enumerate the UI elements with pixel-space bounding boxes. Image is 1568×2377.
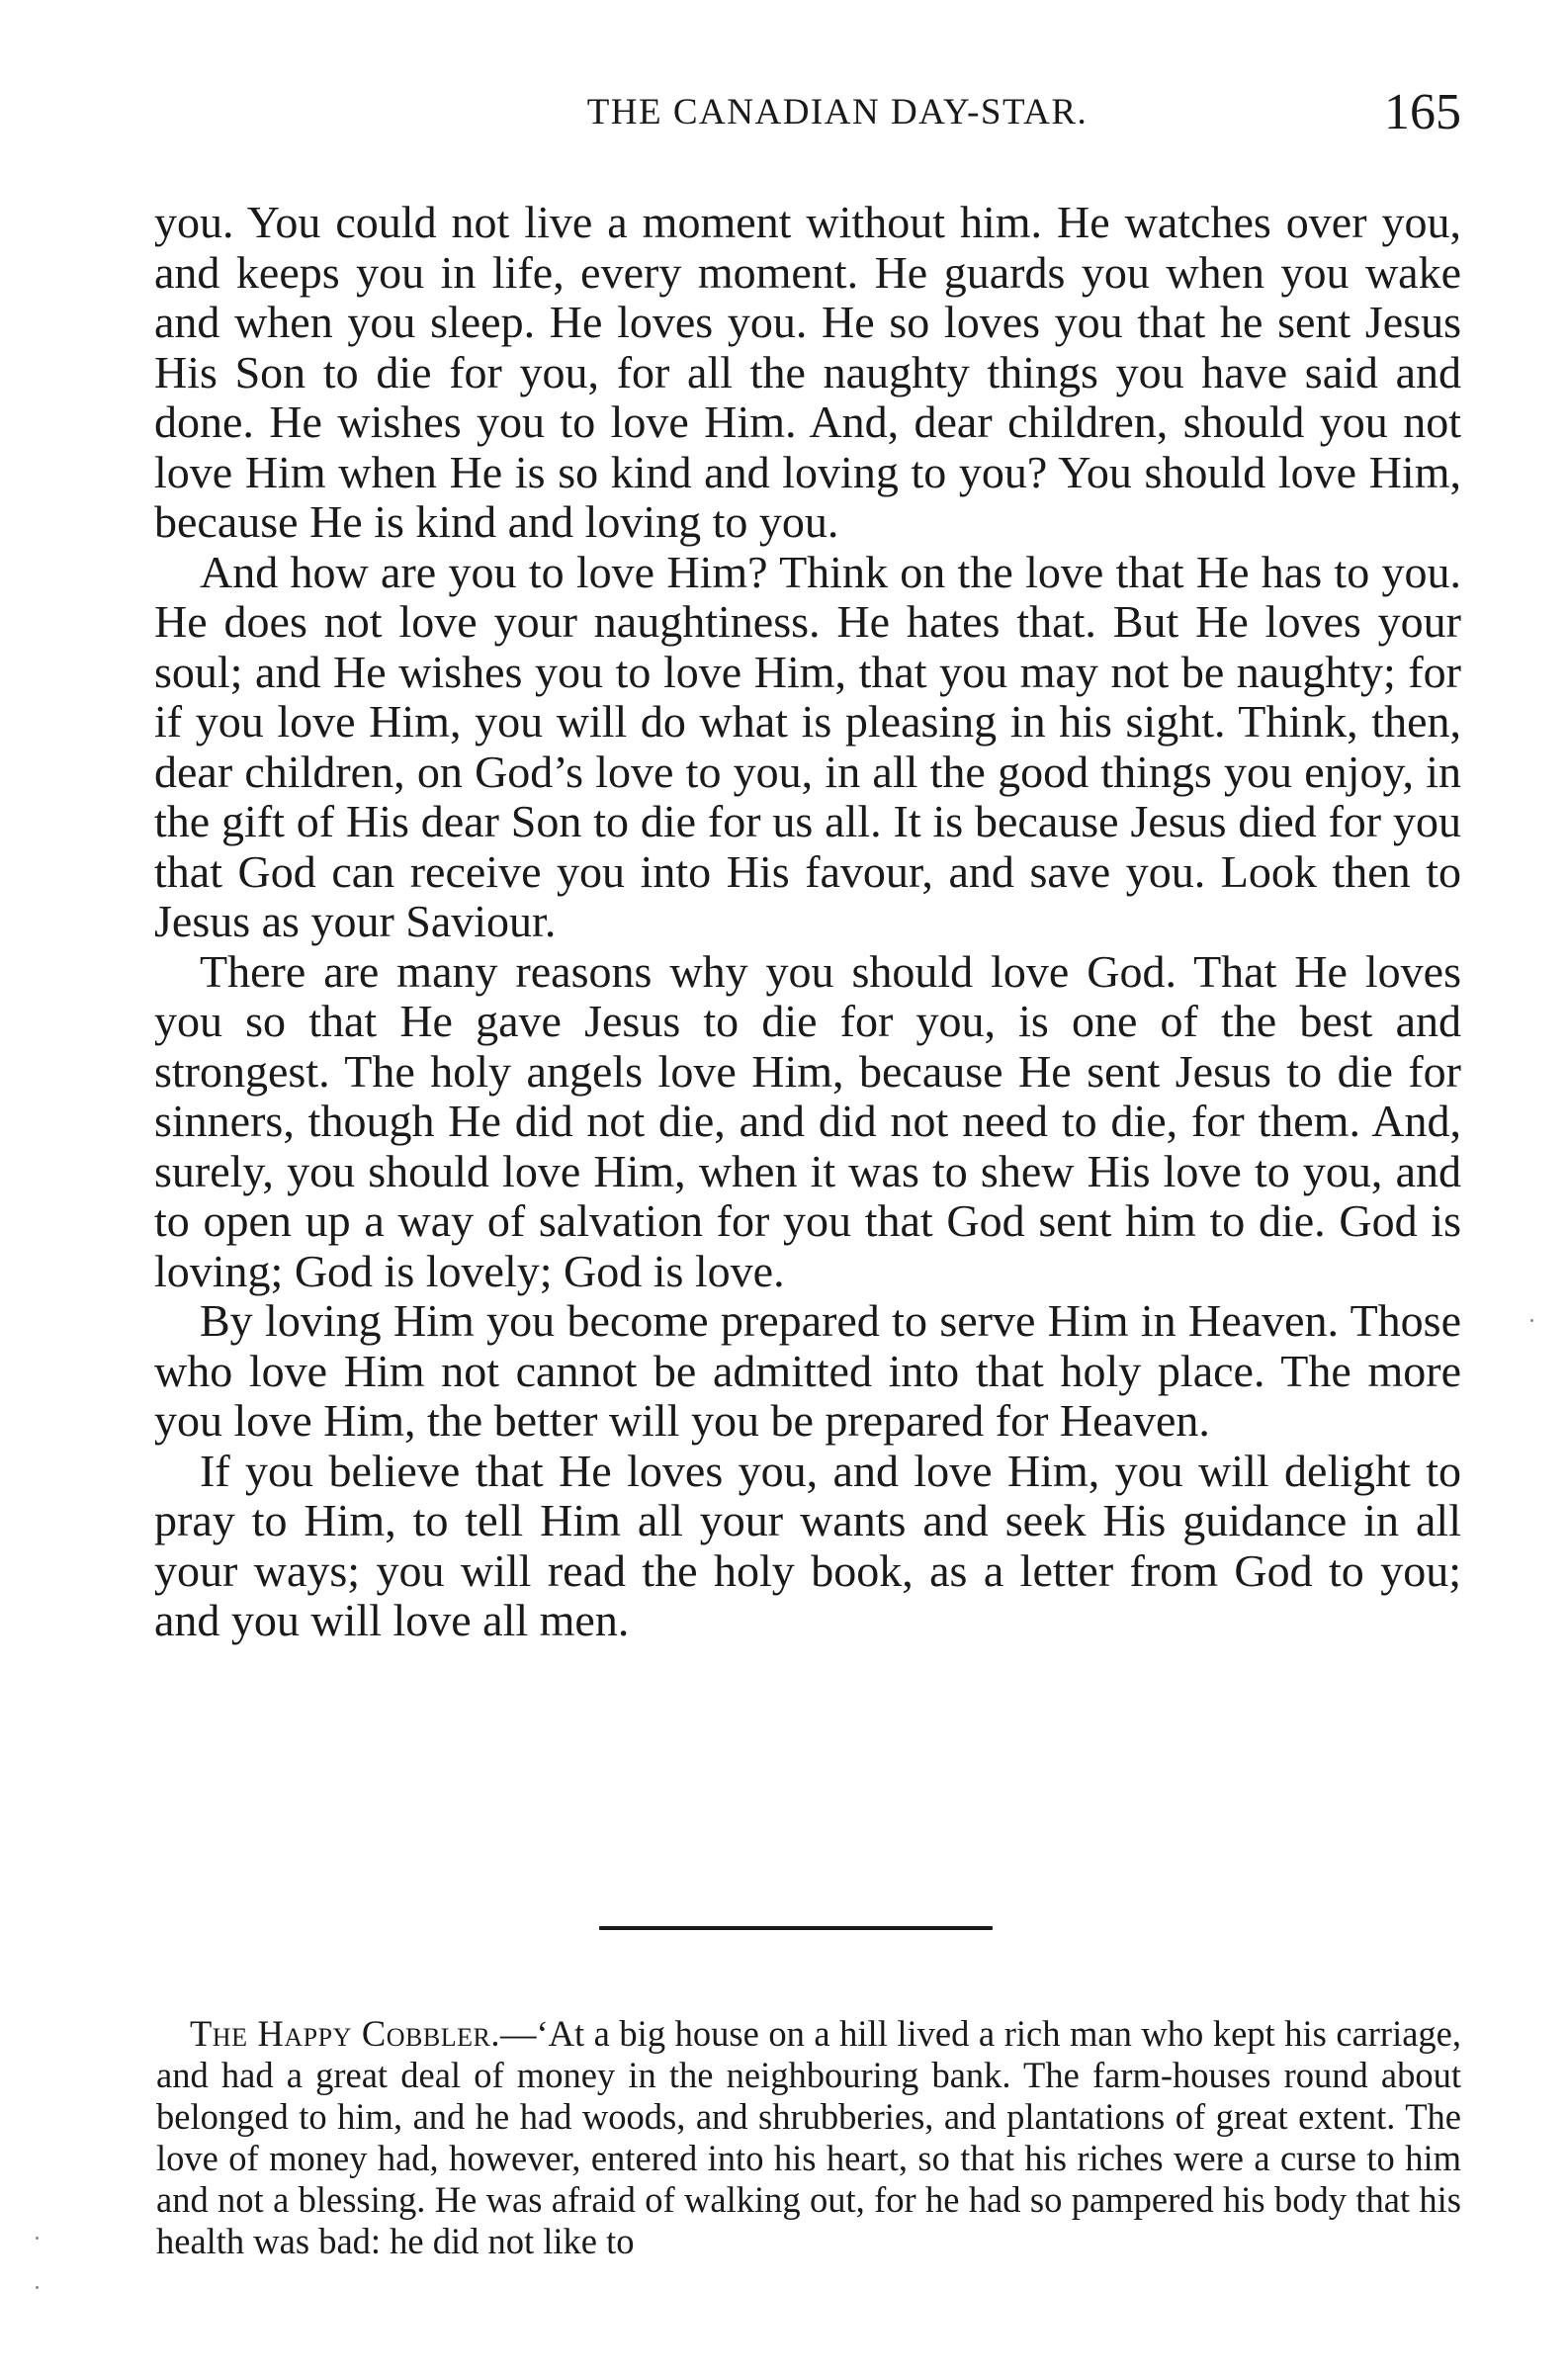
anecdote-heading: The Happy Cobbler. bbox=[190, 2013, 500, 2054]
running-head bbox=[154, 84, 1461, 160]
paragraph: If you believe that He loves you, and love Him, you will delight to pray to Him, to tell Him all your wants and seek His guidance in all your ways; you will read the holy book, as a letter from God to you; and you will love all men. bbox=[154, 1445, 1461, 1645]
page-number: 165 bbox=[1384, 84, 1461, 140]
margin-speck bbox=[1530, 1319, 1533, 1322]
margin-speck bbox=[36, 2286, 39, 2289]
margin-speck bbox=[36, 2237, 39, 2240]
anecdote-block bbox=[156, 2013, 1461, 2262]
paragraph: And how are you to love Him? Think on the love that He has to you. He does not love your naughtiness. He hates that. But He loves your soul; and He wishes you to love Him, that you may not be naughty; for if you love Him, you will do what is pleasing in his sight. Think, then, dear children, on God’s love to you, in all the good things you enjoy, in the gift of His dear Son to die for us all. It is because Jesus died for you that God can receive you into His favour, and save you. Look then to Jesus as your Saviour. bbox=[154, 546, 1461, 946]
main-text-block bbox=[154, 198, 1461, 1646]
running-title: THE CANADIAN DAY-STAR. bbox=[586, 92, 1089, 132]
anecdote-text: —‘At a big house on a hill lived a rich man who kept his carriage, and had a great deal of money in the neighbouring bank. The farm-houses round about belonged to him, and he had woods, and shrubberies, and plantations of great extent. The love of money had, however, entered into his heart, so that his riches were a curse to him and not a blessing. He was afraid of walking out, for he had so pampered his body that his health was bad: he did not like to bbox=[156, 2013, 1462, 2261]
section-divider-rule bbox=[599, 1926, 993, 1930]
anecdote-paragraph bbox=[156, 2013, 1461, 2262]
paragraph: There are many reasons why you should love God. That He loves you so that He gave Jesus to die for you, is one of the best and strongest. The holy angels love Him, because He sent Jesus to die for sinners, though He did not die, and did not need to die, for them. And, surely, you should love Him, when it was to shew His love to you, and to open up a way of salvation for you that God sent him to die. God is loving; God is lovely; God is love. bbox=[154, 945, 1461, 1296]
paragraph: By loving Him you become prepared to serve Him in Heaven. Those who love Him not cannot be admitted into that holy place. The more you love Him, the better will you be prepared for Heaven. bbox=[154, 1295, 1461, 1446]
paragraph: you. You could not live a moment without him. He watches over you, and keeps you in life, every moment. He guards you when you wake and when you sleep. He loves you. He so loves you that he sent Jesus His Son to die for you, for all the naughty things you have said and done. He wishes you to love Him. And, dear children, should you not love Him when He is so kind and loving to you? You should love Him, because He is kind and loving to you. bbox=[154, 197, 1461, 547]
